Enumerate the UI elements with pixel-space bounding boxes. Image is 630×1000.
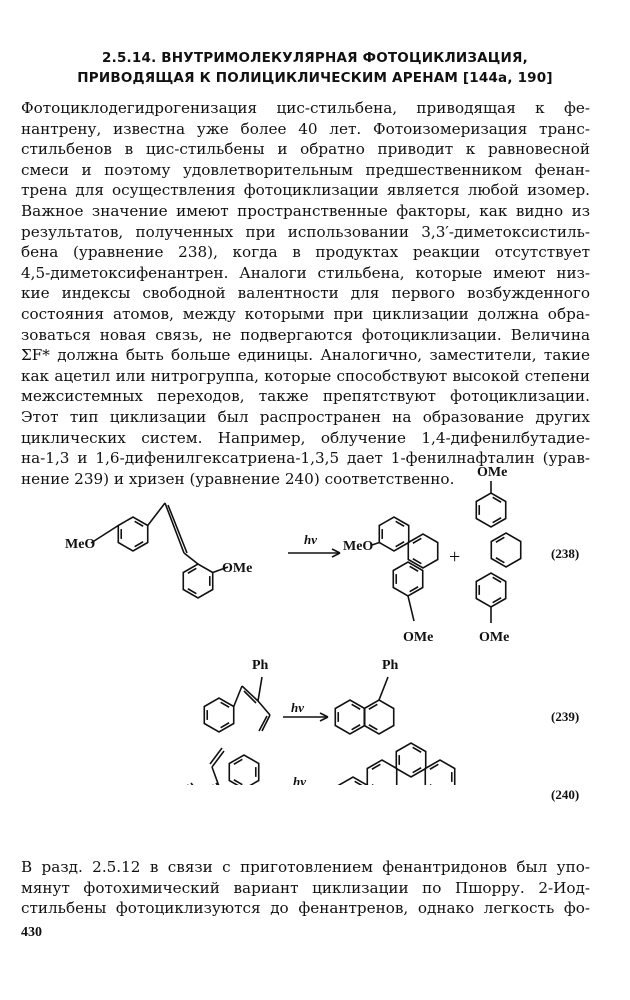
paragraph1-line: Этот тип циклизации был распространен на образование других: [21, 407, 590, 426]
diene-phenyl-left: [204, 698, 233, 732]
eq238-product-meo: MeO: [343, 539, 374, 554]
paragraph1-line: результатов, полученных при использовании 3,3′-диметоксистиль-: [21, 222, 590, 241]
heading-line-2: ПРИВОДЯЩАЯ К ПОЛИЦИКЛИЧЕСКИМ АРЕНАМ [144а, 190]: [77, 70, 553, 86]
eq239-ph-reactant: Ph: [252, 658, 269, 673]
reaction-schemes: [0, 455, 630, 785]
heading-line-1: 2.5.14. ВНУТРИМОЛЕКУЛЯРНАЯ ФОТОЦИКЛИЗАЦИЯ,: [102, 50, 528, 66]
paragraph1-line: стильбенов в цис-стильбены и обратно приводит к равновесной: [21, 140, 590, 159]
paragraph1-line: циклических систем. Например, облучение 1,4-дифенилбутадие-: [21, 428, 590, 447]
chain-bond: [242, 686, 258, 701]
eq238-arrow-label: hν: [304, 532, 317, 547]
eq239-arrow-label: hν: [291, 700, 304, 715]
equation-number-238: (238): [551, 546, 580, 561]
paragraph1-line: кие индексы свободной валентности для первого возбужденного: [21, 284, 590, 303]
product2-ring-bottom: [476, 573, 505, 607]
page-number: 430: [21, 925, 42, 940]
vinyl-bond: [148, 503, 165, 526]
equation-number-239: (239): [551, 709, 580, 724]
paragraph2-line: стильбены фотоциклизуются до фенантренов, однако легкость фо-: [21, 899, 590, 918]
paragraph1-line: нантрену, известна уже более 40 лет. Фотоизомеризация транс-: [21, 119, 590, 138]
chrysene-ring-3: [396, 743, 425, 777]
chain-bond: [258, 701, 270, 715]
product1-ring-mid: [408, 534, 437, 568]
paragraph1-line: 4,5-диметоксифенантрен. Аналоги стильбена, которые имеют низ-: [21, 263, 590, 282]
vinyl-bond: [184, 553, 198, 564]
product1-ring-top: [379, 517, 408, 551]
ome-bond: [408, 596, 414, 621]
chain-bond: [191, 783, 202, 785]
paragraph1-line: ΣF* должна быть больше единицы. Аналогично, заместители, такие: [21, 346, 590, 365]
chain-bond: [212, 767, 224, 785]
paragraph-2: [21, 857, 590, 919]
product1-ring-bottom: [393, 562, 422, 596]
paragraph2-line: мянут фотохимический вариант циклизации по Пшорру. 2-Иод-: [21, 878, 590, 897]
eq238-plus: +: [449, 546, 461, 568]
chain-bond: [258, 677, 262, 701]
paragraph1-line: бена (уравнение 238), когда в продуктах реакции отсутствует: [21, 243, 590, 262]
paragraph1-line: зоваться новая связь, не подвергаются фотоциклизации. Величина: [21, 325, 590, 344]
eq238-product2-ome-bottom: OMe: [479, 630, 510, 645]
eq240-arrow-label: hν: [293, 774, 306, 785]
chrysene-ring-4: [425, 760, 454, 785]
paragraph1-line: как ацетил или нитрогруппа, которые способствуют высокой степени: [21, 366, 590, 385]
chrysene-ring-2: [367, 760, 396, 785]
paragraph2-line: В разд. 2.5.12 в связи с приготовлением фенантридонов был упо-: [21, 858, 590, 876]
paragraph1-line: нение 239) и хризен (уравнение 240) соответственно.: [21, 469, 455, 488]
eq239-ph-product: Ph: [382, 658, 399, 673]
equation-number-240: (240): [551, 787, 580, 802]
eq238-product2-ome-top: OMe: [477, 465, 508, 480]
paragraph1-line: на-1,3 и 1,6-дифенилгексатриена-1,3,5 дает 1-фенилнафталин (урав-: [21, 449, 590, 468]
reactant-ring-a: [118, 517, 147, 551]
vinyl-bond: [168, 505, 187, 553]
product2-ring-mid: [491, 533, 520, 567]
naphthalene-ring-right: [364, 700, 393, 734]
chain-bond: [234, 686, 242, 707]
naphthalene-ring-left: [335, 700, 364, 734]
paragraph1-line: смеси и поэтому удовлетворительным предшественником фенан-: [21, 160, 590, 179]
eq238-reactant-meo: MeO: [65, 537, 96, 552]
product2-ring-top: [476, 493, 505, 527]
paragraph1-line: трена для осуществления фотоциклизации является любой изомер.: [21, 181, 590, 200]
paragraph-1: [21, 98, 590, 489]
chrysene-ring-1: [338, 777, 367, 785]
eq238-product-ome: OMe: [403, 630, 434, 645]
paragraph1-line: состояния атомов, между которыми при циклизации должна обра-: [21, 304, 590, 323]
paragraph1-line: Фотоциклодегидрогенизация цис-стильбена, приводящая к фе-: [21, 99, 590, 117]
reactant-ring-b: [183, 564, 212, 598]
eq238-reactant-ome: OMe: [222, 561, 253, 576]
section-heading: [40, 48, 590, 88]
ph-bond: [379, 677, 388, 700]
paragraph1-line: межсистемных переходов, также препятствуют фотоциклизации.: [21, 387, 590, 406]
paragraph1-line: Важное значение имеют пространственные факторы, как видно из: [21, 201, 590, 220]
vinyl-bond: [165, 503, 184, 553]
